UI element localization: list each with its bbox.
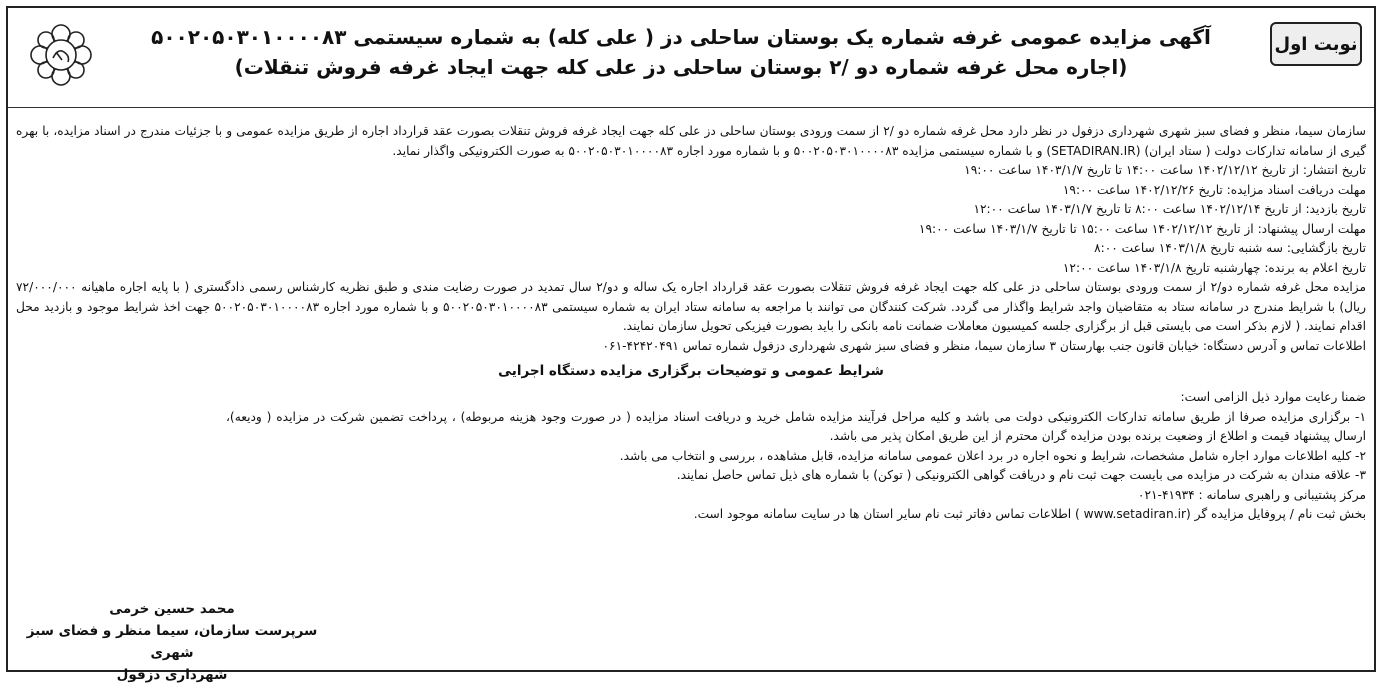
date-winner-announcement: تاریخ اعلام به برنده: چهارشنبه تاریخ ۱۴۰۳/۱/۸ ساعت ۱۲:۰۰: [1062, 260, 1366, 275]
notice-body: [16, 122, 1366, 525]
title-line-2: (اجاره محل غرفه شماره دو /۲ بوستان ساحلی دز علی کله جهت ایجاد غرفه فروش تنقلات): [234, 55, 1128, 79]
date-opening: تاریخ بازگشایی: سه شنبه تاریخ ۱۴۰۳/۱/۸ ساعت ۸:۰۰: [1094, 241, 1366, 255]
condition-item: ۲- کلیه اطلاعات موارد اجاره شامل مشخصات، شرایط و نحوه اجاره در برد اعلان عمومی سامانه مزایده، قابل مشاهده ، بررسی و انتخاب می باشد.: [619, 448, 1366, 463]
registration-info: بخش ثبت نام / پروفایل مزایده گر (www.setadiran.ir ) اطلاعات تماس دفاتر ثبت نام سایر استان ها در سایت سامانه موجود است.: [693, 507, 1366, 521]
description-paragraph: مزایده محل غرفه شماره دو/۲ از سمت ورودی بوستان ساحلی دز علی کله جهت ایجاد غرفه فروش تنقلات بصورت عقد قرارداد اجاره یک ساله و دو/۲ سال تمدید در صورت رضایت مندی و طبق نظریه کارشناس رسمی دادگستری ( با پایه اجاره ماهیانه ۷۲/۰۰۰/۰۰۰ ریال) با شرایط مندرج در سامانه ستاد به متقاضیان واجد شرایط واگذار می گردد. شرکت کنندگان می توانند با مراجعه به سامانه ستاد ایران به شماره سیستمی ۵۰۰۲۰۵۰۳۰۱۰۰۰۰۸۳ و با شماره مورد اجاره ۵۰۰۲۰۵۰۳۰۱۰۰۰۰۸۳ جهت اخذ شرایط موجود و بازدید محل اقدام نمایند. ( لازم بذکر است می بایستی قبل از برگزاری جلسه کمیسیون معاملات ضمانت نامه بانکی را باید بصورت فیزیکی تحویل سازمان نمایند.: [16, 280, 1366, 333]
date-offer-deadline: مهلت ارسال پیشنهاد: از تاریخ ۱۴۰۲/۱۲/۱۲ ساعت ۱۵:۰۰ تا تاریخ ۱۴۰۳/۱/۷ ساعت ۱۹:۰۰: [918, 221, 1366, 236]
title-line-1: آگهی مزایده عمومی غرفه شماره یک بوستان ساحلی دز ( علی کله) به شماره سیستمی ۵۰۰۲۰۵۰۳۰۱۰۰۰۰۸۳: [151, 25, 1211, 49]
condition-item: ۳- علاقه مندان به شرکت در مزایده می بایست جهت ثبت نام و دریافت گواهی الکترونیکی ( توکن) با شماره های ذیل تماس حاصل نمایند.: [676, 468, 1366, 482]
notice-header: [8, 8, 1374, 108]
round-badge: نوبت اول: [1270, 22, 1362, 66]
conditions-intro: ضمنا رعایت موارد ذیل الزامی است:: [1180, 390, 1366, 404]
date-documents-deadline: مهلت دریافت اسناد مزایده: تاریخ ۱۴۰۲/۱۲/۲۶ ساعت ۱۹:۰۰: [1062, 182, 1366, 197]
support-center: مرکز پشتیبانی و راهبری سامانه : ۴۱۹۳۴-۰۲۱: [1137, 487, 1366, 502]
date-visit: تاریخ بازدید: از تاریخ ۱۴۰۲/۱۲/۱۴ ساعت ۸:۰۰ تا تاریخ ۱۴۰۳/۱/۷ ساعت ۱۲:۰۰: [973, 202, 1366, 216]
notice-title: [118, 22, 1244, 82]
conditions-heading: شرایط عمومی و توضیحات برگزاری مزایده دستگاه اجرایی: [498, 363, 884, 379]
date-publish: تاریخ انتشار: از تاریخ ۱۴۰۲/۱۲/۱۲ ساعت ۱۴:۰۰ تا تاریخ ۱۴۰۳/۱/۷ ساعت ۱۹:۰۰: [964, 163, 1366, 177]
conditions-list: [226, 388, 1366, 525]
signer-organization: شهرداری دزفول: [116, 667, 228, 683]
notice-frame: [6, 6, 1376, 683]
intro-paragraph: سازمان سیما، منظر و فضای سبز شهری شهرداری دزفول در نظر دارد محل غرفه شماره دو /۲ از سمت ورودی بوستان ساحلی دز علی کله جهت ایجاد غرفه فروش تنقلات بصورت عقد قرارداد اجاره از طریق مزایده عمومی و با جزئیات مندرج در اسناد مزایده، با بهره گیری از سامانه تدارکات دولت ( ستاد ایران) (SETADIRAN.IR) و با شماره سیستمی مزایده ۵۰۰۲۰۵۰۳۰۱۰۰۰۰۸۳ و با شماره مورد اجاره ۵۰۰۲۰۵۰۳۰۱۰۰۰۰۸۳ به صورت الکترونیکی واگذار نماید.: [16, 124, 1366, 158]
signer-role: سرپرست سازمان، سیما منظر و فضای سبز شهری: [26, 623, 318, 661]
signature-block: [22, 598, 322, 686]
municipality-logo-icon: [28, 22, 94, 88]
condition-item: ۱- برگزاری مزایده صرفا از طریق سامانه تدارکات الکترونیکی دولت می باشد و کلیه مراحل فرآیند مزایده شامل خرید و دریافت اسناد مزایده ( در صورت وجود هزینه مربوطه) ، پرداخت تضمین شرکت در مزایده ( ودیعه)، ارسال پیشنهاد قیمت و اطلاع از وضعیت برنده بودن مزایده گران محترم از این طریق امکان پذیر می باشد.: [226, 409, 1366, 443]
contact-info: اطلاعات تماس و آدرس دستگاه: خیابان قانون جنب بهارستان ۳ سازمان سیما، منظر و فضای سبز شهری شهرداری دزفول شماره تماس ۴۲۴۲۰۴۹۱-۰۶۱: [602, 338, 1366, 353]
signer-name: محمد حسین خرمی: [109, 601, 235, 617]
